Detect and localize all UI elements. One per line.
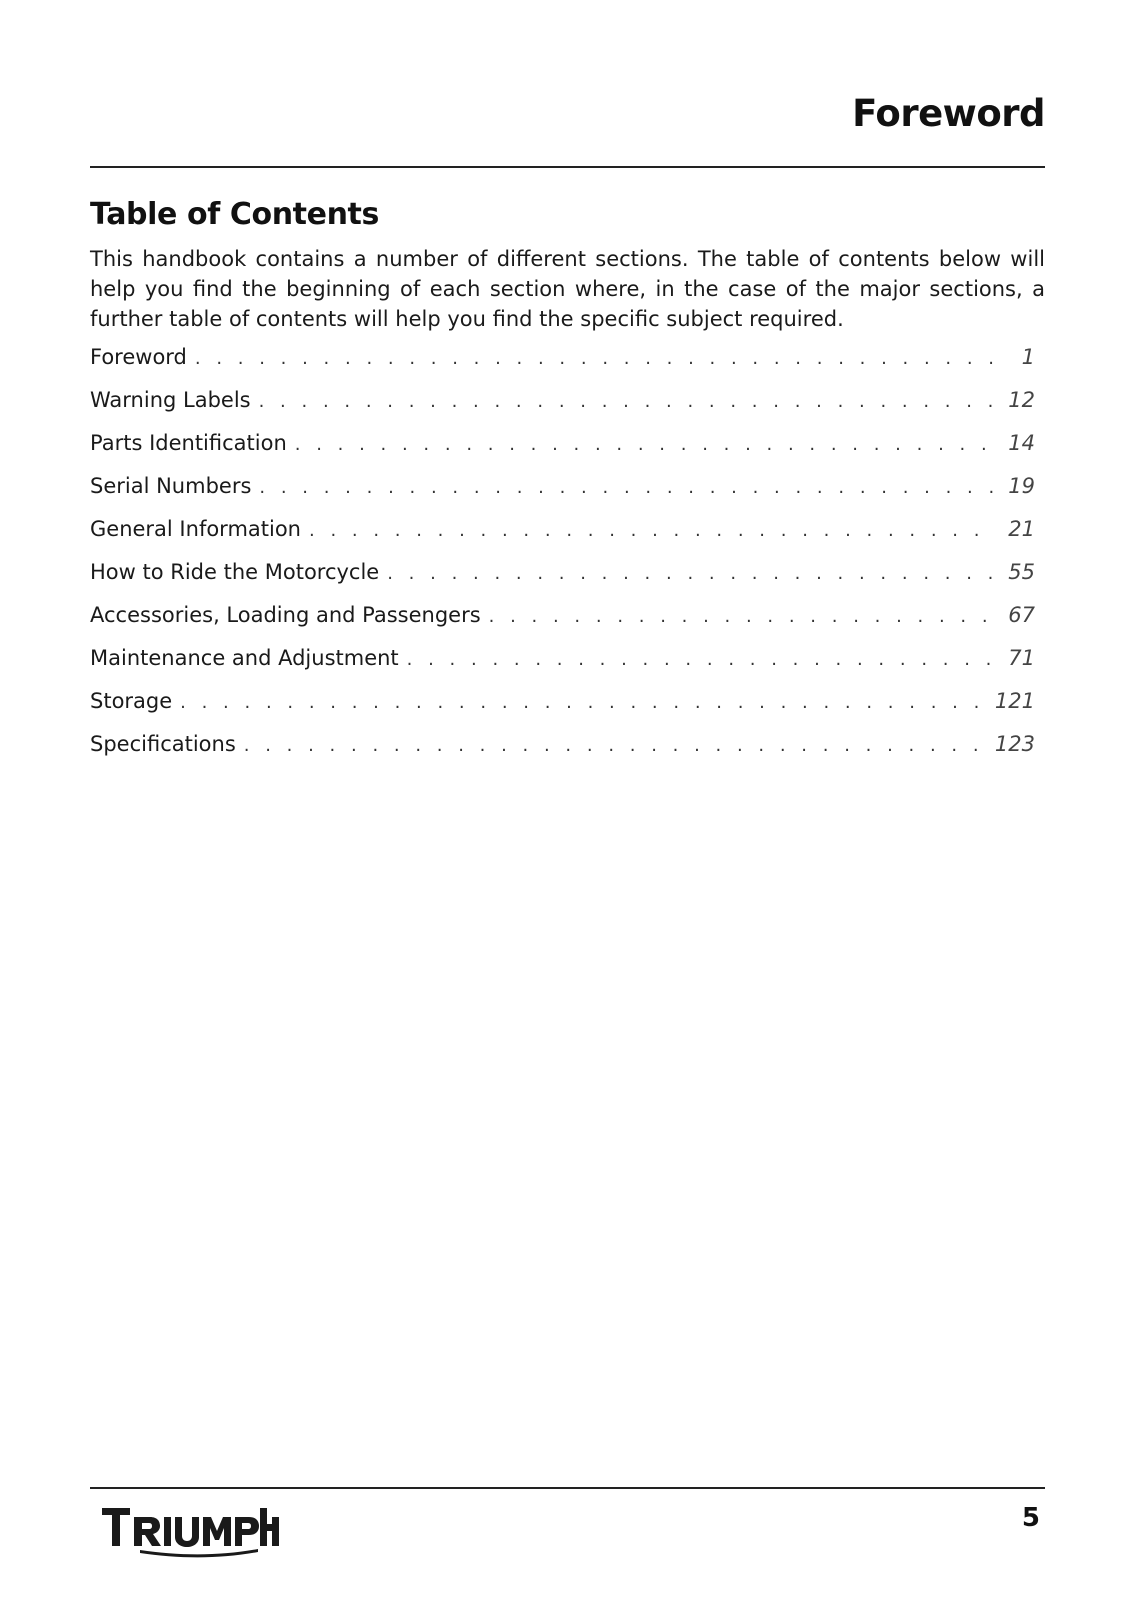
header-divider <box>90 166 1045 168</box>
table-of-contents <box>90 345 1035 775</box>
toc-label: Maintenance and Adjustment <box>90 646 399 670</box>
toc-page-number: 71 <box>1008 646 1035 670</box>
page-number: 5 <box>1021 1503 1040 1533</box>
toc-leader-dots <box>295 434 995 455</box>
toc-leader-dots <box>309 520 995 541</box>
toc-label: Warning Labels <box>90 388 251 412</box>
toc-page-number: 121 <box>994 689 1035 713</box>
toc-label: Serial Numbers <box>90 474 252 498</box>
toc-entry-storage[interactable] <box>90 689 1035 732</box>
toc-leader-dots <box>259 477 995 498</box>
page-title: Foreword <box>852 92 1045 135</box>
toc-label: General Information <box>90 517 301 541</box>
toc-label: Specifications <box>90 732 236 756</box>
toc-page-number: 1 <box>1021 345 1035 369</box>
triumph-logo <box>100 1500 280 1560</box>
toc-entry-warning-labels[interactable] <box>90 388 1035 431</box>
toc-entry-parts-identification[interactable] <box>90 431 1035 474</box>
footer-divider <box>90 1487 1045 1489</box>
toc-leader-dots <box>387 563 995 584</box>
toc-label: Accessories, Loading and Passengers <box>90 603 481 627</box>
toc-entry-foreword[interactable] <box>90 345 1035 388</box>
toc-entry-specifications[interactable] <box>90 732 1035 775</box>
toc-entry-accessories[interactable] <box>90 603 1035 646</box>
toc-label: Storage <box>90 689 173 713</box>
toc-leader-dots <box>489 606 995 627</box>
toc-entry-general-information[interactable] <box>90 517 1035 560</box>
toc-page-number: 55 <box>1008 560 1035 584</box>
toc-label: Parts Identification <box>90 431 287 455</box>
toc-page-number: 123 <box>994 732 1035 756</box>
toc-entry-how-to-ride[interactable] <box>90 560 1035 603</box>
toc-label: Foreword <box>90 345 187 369</box>
intro-paragraph: This handbook contains a number of different sections. The table of contents below will help you find the beginning of each section where, in the case of the major sections, a further table of contents will help you find the specific subject required. <box>90 247 1045 331</box>
section-heading: Table of Contents <box>90 197 379 232</box>
toc-entry-serial-numbers[interactable] <box>90 474 1035 517</box>
toc-page-number: 21 <box>1008 517 1035 541</box>
toc-leader-dots <box>407 649 995 670</box>
toc-page-number: 19 <box>1008 474 1035 498</box>
toc-entry-maintenance[interactable] <box>90 646 1035 689</box>
toc-leader-dots <box>180 692 989 713</box>
toc-leader-dots <box>195 348 995 369</box>
toc-leader-dots <box>244 735 989 756</box>
toc-page-number: 67 <box>1008 603 1035 627</box>
toc-leader-dots <box>259 391 995 412</box>
toc-label: How to Ride the Motorcycle <box>90 560 380 584</box>
toc-page-number: 14 <box>1008 431 1035 455</box>
toc-page-number: 12 <box>1008 388 1035 412</box>
